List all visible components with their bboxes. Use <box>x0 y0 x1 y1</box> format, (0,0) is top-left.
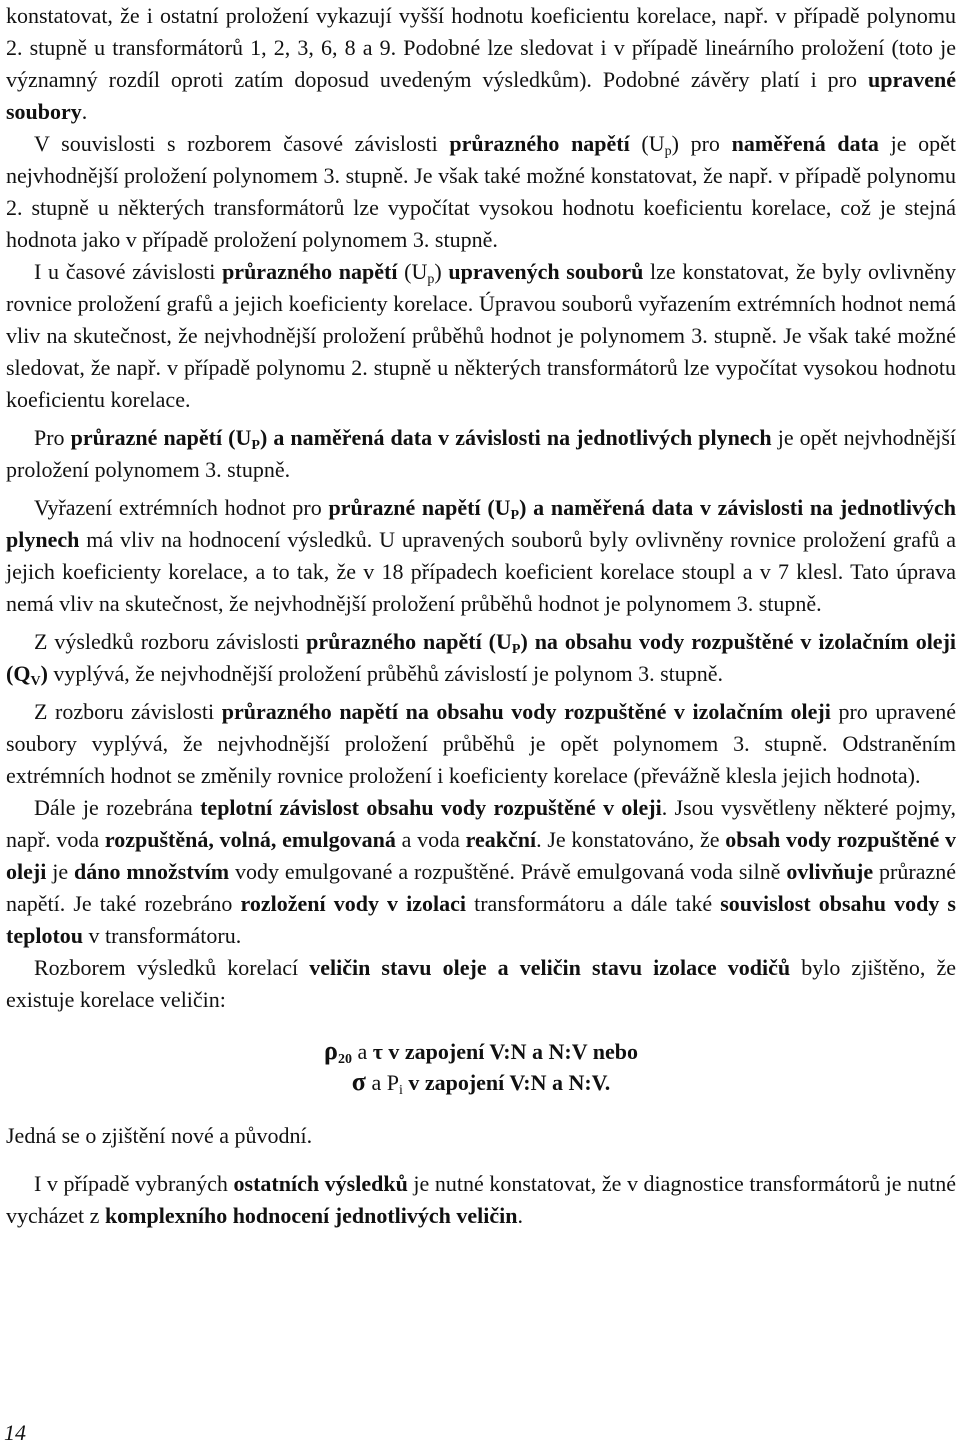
text-run: lze konstatovat, že byly ovlivněny rovnice proložení grafů a jejich koeficienty korelace. Úpravou souborů vyřazením extrémních hodnot nemá vliv na skutečnost, že nejvhodnější proložení průběhů hodnot je polynomem 3. stupně. Je však také možné sledovat, že např. v případě polynomu 2. stupně u některých transformátorů lze vypočítat vysokou hodnotu koeficientu korelace. <box>6 259 956 412</box>
bold-text: naměřená data <box>731 131 879 156</box>
text-run: Jedná se o zjištění nové a původní. <box>6 1123 313 1148</box>
bold-text: ovlivňuje <box>786 859 874 884</box>
paragraph <box>6 1168 956 1232</box>
text-run: a voda <box>395 827 466 852</box>
paragraph <box>6 128 956 256</box>
bold-text: upravených souborů <box>448 259 644 284</box>
bold-text: souvislost obsahu vody s teplotou <box>6 891 956 948</box>
bold-text: rozpuštěná, volná, emulgovaná <box>104 827 396 852</box>
document-page <box>6 0 956 1232</box>
bold-text: průrazné napětí (U <box>328 495 511 520</box>
text-run: vody emulgované a rozpuštěné. Právě emulgovaná voda silně <box>229 859 787 884</box>
text-run: Vyřazení extrémních hodnot pro <box>34 495 329 520</box>
bold-text: v zapojení V:N a N:V. <box>402 1070 611 1095</box>
text-run: ) pro <box>671 131 732 156</box>
vertical-spacer <box>6 1098 956 1120</box>
text-run: konstatovat, že i ostatní proložení vykazují vyšší hodnotu koeficientu korelace, např. v případě polynomu 2. stupně u transformátorů 1, 2, 3, 6, 8 a 9. Podobné lze sledovat i v případě lineárního proložení (toto je významný rozdíl oproti zatím doposud uvedeným výsledkům). Podobné závěry platí i pro <box>6 3 956 92</box>
subscript: 20 <box>337 1052 352 1067</box>
text-run: v transformátoru. <box>83 923 242 948</box>
text-run: . Je konstatováno, že <box>536 827 726 852</box>
paragraph <box>6 0 956 128</box>
text-run: průrazné napětí. Je také rozebráno <box>6 859 956 916</box>
formula-line <box>6 1067 956 1098</box>
text-run: a P <box>365 1070 399 1095</box>
bold-text: reakční <box>465 827 537 852</box>
subscript: i <box>398 1083 403 1098</box>
text-run: bylo zjištěno, že existuje korelace veličin: <box>6 955 956 1012</box>
bold-text: dáno množstvím <box>74 859 230 884</box>
bold-text: ) a naměřená data v závislosti na jednotlivých plynech <box>259 425 772 450</box>
paragraph <box>6 422 956 486</box>
paragraph <box>6 1120 956 1152</box>
bold-text: ) a naměřená data v závislosti na jednotlivých plynech <box>6 495 957 552</box>
text-run: (U <box>629 131 665 156</box>
text-run: . <box>81 99 88 124</box>
bold-text: ) na obsahu vody rozpuštěné v izolačním oleji (Q <box>6 629 957 686</box>
subscript: V <box>30 674 41 689</box>
text-run: V souvislosti s rozborem časové závislosti <box>34 131 450 156</box>
paragraph <box>6 792 956 952</box>
bold-text: obsah vody rozpuštěné v oleji <box>6 827 957 884</box>
text-run: . Jsou vysvětleny některé pojmy, např. voda <box>6 795 957 852</box>
bold-text: ) <box>40 661 48 686</box>
bold-text: průrazného napětí <box>449 131 630 156</box>
text-run: transformátoru a dále také <box>466 891 721 916</box>
paragraph <box>6 952 956 1016</box>
subscript: P <box>251 438 260 453</box>
text-run: Rozborem výsledků korelací <box>34 955 310 980</box>
text-run: je <box>46 859 75 884</box>
text-run: ) <box>434 259 449 284</box>
text-run: Z rozboru závislosti <box>34 699 222 724</box>
text-run: Pro <box>34 425 71 450</box>
subscript: p <box>427 272 435 287</box>
bold-text: σ <box>351 1067 366 1096</box>
bold-text: ostatních výsledků <box>233 1171 408 1196</box>
text-run: je opět nejvhodnější proložení polynomem 3. stupně. Je však také možné konstatovat, že např. v případě polynomu 2. stupně u některých transformátorů lze vypočítat vysokou hodnotu koeficientu korelace, což je stejná hodnota jako v případě proložení polynomem 3. stupně. <box>6 131 956 252</box>
text-run: vyplývá, že nejvhodnější proložení průběhů závislostí je polynom 3. stupně. <box>47 661 724 686</box>
text-run: (U <box>397 259 428 284</box>
bold-text: rozložení vody v izolaci <box>240 891 466 916</box>
text-run: má vliv na hodnocení výsledků. U upravených souborů byly ovlivněny rovnice proložení grafů a jejich koeficienty korelace, a to tak, že v 18 případech koeficient korelace stoupl a v 7 klesl. Tato úprava nemá vliv na skutečnost, že nejvhodnější proložení průběhů hodnot je polynomem 3. stupně. <box>6 527 956 616</box>
bold-text: průrazného napětí <box>222 259 398 284</box>
vertical-spacer <box>6 1016 956 1036</box>
paragraph <box>6 696 956 792</box>
text-run: Dále je rozebrána <box>34 795 201 820</box>
bold-text: ρ <box>324 1036 338 1065</box>
text-run: Z výsledků rozboru závislosti <box>34 629 307 654</box>
bold-text: teplotní závislost obsahu vody rozpuštěné v oleji <box>200 795 662 820</box>
text-run: I v případě vybraných <box>34 1171 234 1196</box>
paragraph <box>6 626 956 690</box>
bold-text: průrazného napětí na obsahu vody rozpuštěné v izolačním oleji <box>221 699 831 724</box>
text-run: I u časové závislosti <box>34 259 223 284</box>
text-run: je nutné konstatovat, že v diagnostice transformátorů je nutné vycházet z <box>6 1171 956 1228</box>
bold-text: průrazného napětí (U <box>306 629 512 654</box>
paragraph <box>6 492 956 620</box>
text-run: pro upravené soubory vyplývá, že nejvhodnější proložení průběhů je opět polynomem 3. stupně. Odstraněním extrémních hodnot se změnily rovnice proložení i koeficienty korelace (převážně klesla jejich hodnota). <box>6 699 956 788</box>
subscript: P <box>510 508 520 523</box>
subscript: P <box>511 642 521 657</box>
vertical-spacer <box>6 1152 956 1168</box>
text-run: je opět nejvhodnější proložení polynomem 3. stupně. <box>6 425 957 482</box>
bold-text: τ v zapojení V:N a N:V nebo <box>372 1039 638 1064</box>
formula-line <box>6 1036 956 1067</box>
bold-text: průrazné napětí (U <box>70 425 252 450</box>
bold-text: komplexního hodnocení jednotlivých veličin <box>104 1203 518 1228</box>
bold-text: veličin stavu oleje a veličin stavu izolace vodičů <box>309 955 791 980</box>
subscript: p <box>664 144 672 159</box>
text-run: a <box>351 1039 373 1064</box>
paragraph <box>6 256 956 416</box>
bold-text: upravené soubory <box>6 67 956 124</box>
text-run: . <box>517 1203 523 1228</box>
page-number: 14 <box>4 1420 26 1445</box>
